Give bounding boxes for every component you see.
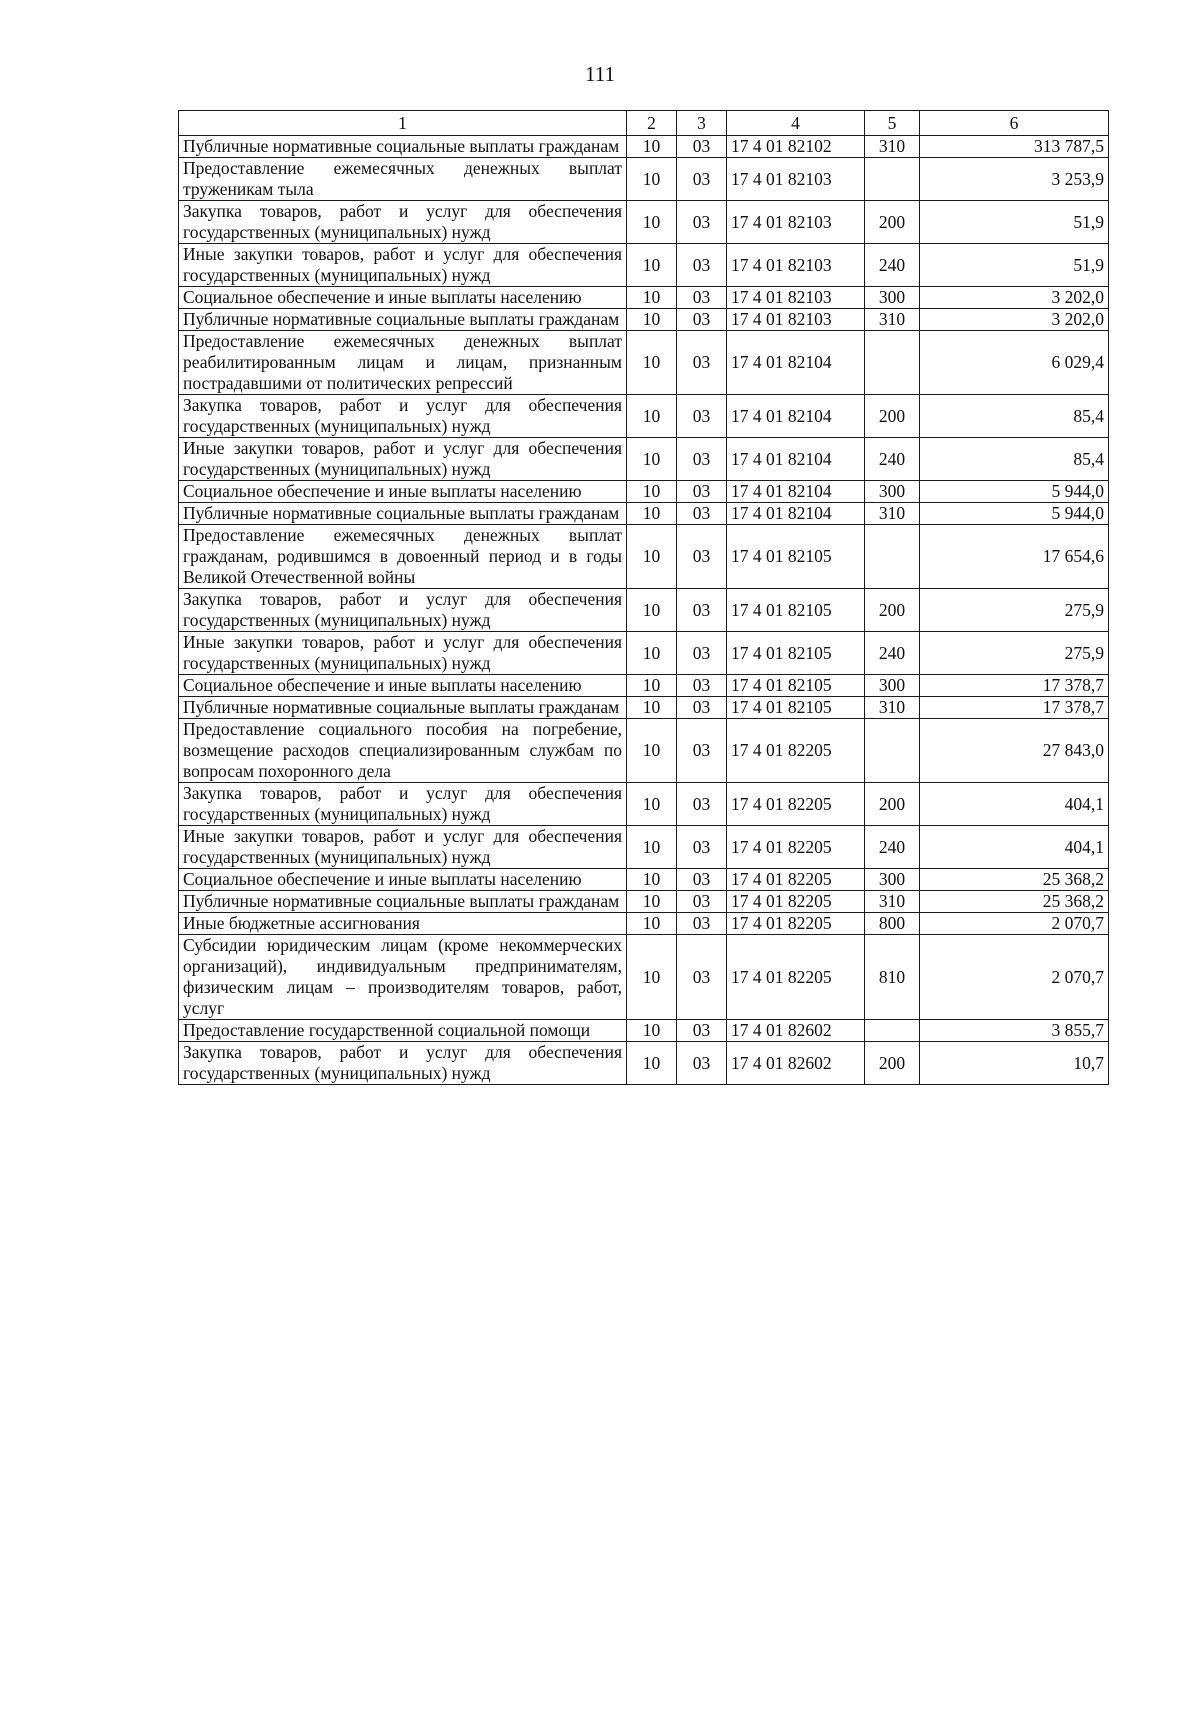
subsection-code-cell: 03: [677, 675, 727, 697]
target-article-cell: 17 4 01 82103: [727, 158, 865, 201]
expense-name-cell: Публичные нормативные социальные выплаты гражданам: [179, 309, 627, 331]
subsection-code-cell: 03: [677, 589, 727, 632]
amount-cell: 10,7: [920, 1042, 1109, 1085]
expense-type-cell: 200: [865, 201, 920, 244]
table-row: [179, 891, 1109, 913]
amount-cell: 404,1: [920, 783, 1109, 826]
expense-type-cell: 800: [865, 913, 920, 935]
subsection-code-cell: 03: [677, 1020, 727, 1042]
table-row: [179, 438, 1109, 481]
expense-name-cell: Публичные нормативные социальные выплаты гражданам: [179, 891, 627, 913]
amount-cell: 17 378,7: [920, 697, 1109, 719]
target-article-cell: 17 4 01 82205: [727, 719, 865, 783]
section-code-cell: 10: [627, 244, 677, 287]
table-row: [179, 525, 1109, 589]
expense-type-cell: 300: [865, 869, 920, 891]
column-header-1: 1: [179, 111, 627, 136]
table-row: [179, 331, 1109, 395]
table-row: [179, 783, 1109, 826]
target-article-cell: 17 4 01 82205: [727, 826, 865, 869]
amount-cell: 3 855,7: [920, 1020, 1109, 1042]
target-article-cell: 17 4 01 82103: [727, 244, 865, 287]
section-code-cell: 10: [627, 158, 677, 201]
expense-name-cell: Иные закупки товаров, работ и услуг для обеспечения государственных (муниципальных) нужд: [179, 244, 627, 287]
amount-cell: 2 070,7: [920, 913, 1109, 935]
expense-type-cell: 200: [865, 1042, 920, 1085]
subsection-code-cell: 03: [677, 783, 727, 826]
subsection-code-cell: 03: [677, 935, 727, 1020]
amount-cell: 404,1: [920, 826, 1109, 869]
expense-type-cell: 200: [865, 589, 920, 632]
target-article-cell: 17 4 01 82104: [727, 438, 865, 481]
subsection-code-cell: 03: [677, 719, 727, 783]
expense-type-cell: 240: [865, 826, 920, 869]
expense-type-cell: 240: [865, 438, 920, 481]
section-code-cell: 10: [627, 481, 677, 503]
expense-type-cell: [865, 525, 920, 589]
target-article-cell: 17 4 01 82205: [727, 783, 865, 826]
section-code-cell: 10: [627, 503, 677, 525]
expense-type-cell: 310: [865, 891, 920, 913]
target-article-cell: 17 4 01 82102: [727, 136, 865, 158]
amount-cell: 85,4: [920, 438, 1109, 481]
amount-cell: 25 368,2: [920, 869, 1109, 891]
target-article-cell: 17 4 01 82105: [727, 697, 865, 719]
subsection-code-cell: 03: [677, 481, 727, 503]
amount-cell: 5 944,0: [920, 503, 1109, 525]
expense-type-cell: 310: [865, 136, 920, 158]
section-code-cell: 10: [627, 935, 677, 1020]
subsection-code-cell: 03: [677, 136, 727, 158]
target-article-cell: 17 4 01 82104: [727, 481, 865, 503]
table-row: [179, 287, 1109, 309]
amount-cell: 85,4: [920, 395, 1109, 438]
subsection-code-cell: 03: [677, 525, 727, 589]
subsection-code-cell: 03: [677, 201, 727, 244]
expense-name-cell: Иные закупки товаров, работ и услуг для обеспечения государственных (муниципальных) нужд: [179, 826, 627, 869]
header-row: [179, 111, 1109, 136]
expense-name-cell: Закупка товаров, работ и услуг для обеспечения государственных (муниципальных) нужд: [179, 201, 627, 244]
subsection-code-cell: 03: [677, 395, 727, 438]
expense-name-cell: Публичные нормативные социальные выплаты гражданам: [179, 136, 627, 158]
subsection-code-cell: 03: [677, 438, 727, 481]
budget-table: [178, 110, 1109, 1085]
table-header: [179, 111, 1109, 136]
expense-type-cell: 240: [865, 244, 920, 287]
section-code-cell: 10: [627, 589, 677, 632]
amount-cell: 51,9: [920, 244, 1109, 287]
expense-name-cell: Закупка товаров, работ и услуг для обеспечения государственных (муниципальных) нужд: [179, 783, 627, 826]
table-row: [179, 503, 1109, 525]
table-row: [179, 136, 1109, 158]
expense-name-cell: Социальное обеспечение и иные выплаты населению: [179, 675, 627, 697]
target-article-cell: 17 4 01 82105: [727, 589, 865, 632]
target-article-cell: 17 4 01 82205: [727, 913, 865, 935]
target-article-cell: 17 4 01 82602: [727, 1042, 865, 1085]
expense-name-cell: Социальное обеспечение и иные выплаты населению: [179, 869, 627, 891]
expense-type-cell: 310: [865, 503, 920, 525]
section-code-cell: 10: [627, 675, 677, 697]
expense-type-cell: 240: [865, 632, 920, 675]
table-row: [179, 589, 1109, 632]
target-article-cell: 17 4 01 82105: [727, 632, 865, 675]
table-row: [179, 1042, 1109, 1085]
expense-name-cell: Иные закупки товаров, работ и услуг для обеспечения государственных (муниципальных) нужд: [179, 632, 627, 675]
target-article-cell: 17 4 01 82205: [727, 891, 865, 913]
section-code-cell: 10: [627, 632, 677, 675]
table-row: [179, 913, 1109, 935]
target-article-cell: 17 4 01 82103: [727, 309, 865, 331]
amount-cell: 2 070,7: [920, 935, 1109, 1020]
expense-name-cell: Иные закупки товаров, работ и услуг для обеспечения государственных (муниципальных) нужд: [179, 438, 627, 481]
target-article-cell: 17 4 01 82104: [727, 331, 865, 395]
expense-type-cell: 300: [865, 675, 920, 697]
amount-cell: 313 787,5: [920, 136, 1109, 158]
subsection-code-cell: 03: [677, 287, 727, 309]
table-row: [179, 675, 1109, 697]
subsection-code-cell: 03: [677, 1042, 727, 1085]
expense-type-cell: 310: [865, 309, 920, 331]
target-article-cell: 17 4 01 82104: [727, 503, 865, 525]
expense-name-cell: Закупка товаров, работ и услуг для обеспечения государственных (муниципальных) нужд: [179, 589, 627, 632]
page-number: 111: [585, 62, 615, 86]
expense-name-cell: Субсидии юридическим лицам (кроме некоммерческих организаций), индивидуальным предпринимателям, физическим лицам – производителям товаров, работ, услуг: [179, 935, 627, 1020]
expense-name-cell: Закупка товаров, работ и услуг для обеспечения государственных (муниципальных) нужд: [179, 1042, 627, 1085]
section-code-cell: 10: [627, 783, 677, 826]
expense-type-cell: [865, 158, 920, 201]
subsection-code-cell: 03: [677, 869, 727, 891]
target-article-cell: 17 4 01 82105: [727, 525, 865, 589]
target-article-cell: 17 4 01 82205: [727, 935, 865, 1020]
section-code-cell: 10: [627, 201, 677, 244]
expense-type-cell: [865, 719, 920, 783]
table-row: [179, 1020, 1109, 1042]
expense-type-cell: [865, 1020, 920, 1042]
expense-name-cell: Предоставление ежемесячных денежных выплат гражданам, родившимся в довоенный период и в годы Великой Отечественной войны: [179, 525, 627, 589]
expense-name-cell: Предоставление социального пособия на погребение, возмещение расходов специализированным службам по вопросам похоронного дела: [179, 719, 627, 783]
target-article-cell: 17 4 01 82104: [727, 395, 865, 438]
expense-type-cell: 200: [865, 395, 920, 438]
table-row: [179, 935, 1109, 1020]
table-row: [179, 869, 1109, 891]
amount-cell: 25 368,2: [920, 891, 1109, 913]
expense-type-cell: 300: [865, 481, 920, 503]
section-code-cell: 10: [627, 869, 677, 891]
subsection-code-cell: 03: [677, 826, 727, 869]
table-row: [179, 395, 1109, 438]
section-code-cell: 10: [627, 287, 677, 309]
subsection-code-cell: 03: [677, 891, 727, 913]
subsection-code-cell: 03: [677, 503, 727, 525]
subsection-code-cell: 03: [677, 632, 727, 675]
table-row: [179, 826, 1109, 869]
table-row: [179, 719, 1109, 783]
section-code-cell: 10: [627, 891, 677, 913]
table-body: [179, 136, 1109, 1085]
expense-type-cell: 310: [865, 697, 920, 719]
subsection-code-cell: 03: [677, 697, 727, 719]
expense-name-cell: Предоставление ежемесячных денежных выплат реабилитированным лицам и лицам, признанным пострадавшими от политических репрессий: [179, 331, 627, 395]
amount-cell: 5 944,0: [920, 481, 1109, 503]
amount-cell: 275,9: [920, 632, 1109, 675]
subsection-code-cell: 03: [677, 331, 727, 395]
section-code-cell: 10: [627, 719, 677, 783]
section-code-cell: 10: [627, 438, 677, 481]
expense-type-cell: 200: [865, 783, 920, 826]
column-header-4: 4: [727, 111, 865, 136]
expense-name-cell: Публичные нормативные социальные выплаты гражданам: [179, 697, 627, 719]
target-article-cell: 17 4 01 82602: [727, 1020, 865, 1042]
expense-name-cell: Публичные нормативные социальные выплаты гражданам: [179, 503, 627, 525]
section-code-cell: 10: [627, 395, 677, 438]
amount-cell: 3 202,0: [920, 309, 1109, 331]
expense-name-cell: Предоставление ежемесячных денежных выплат труженикам тыла: [179, 158, 627, 201]
amount-cell: 3 253,9: [920, 158, 1109, 201]
table-row: [179, 697, 1109, 719]
subsection-code-cell: 03: [677, 913, 727, 935]
table-row: [179, 632, 1109, 675]
section-code-cell: 10: [627, 525, 677, 589]
column-header-3: 3: [677, 111, 727, 136]
amount-cell: 17 378,7: [920, 675, 1109, 697]
expense-name-cell: Иные бюджетные ассигнования: [179, 913, 627, 935]
amount-cell: 51,9: [920, 201, 1109, 244]
table-row: [179, 309, 1109, 331]
target-article-cell: 17 4 01 82103: [727, 201, 865, 244]
amount-cell: 6 029,4: [920, 331, 1109, 395]
expense-name-cell: Социальное обеспечение и иные выплаты населению: [179, 481, 627, 503]
subsection-code-cell: 03: [677, 309, 727, 331]
expense-type-cell: [865, 331, 920, 395]
section-code-cell: 10: [627, 826, 677, 869]
section-code-cell: 10: [627, 136, 677, 158]
section-code-cell: 10: [627, 309, 677, 331]
amount-cell: 17 654,6: [920, 525, 1109, 589]
table-row: [179, 481, 1109, 503]
expense-name-cell: Предоставление государственной социальной помощи: [179, 1020, 627, 1042]
amount-cell: 27 843,0: [920, 719, 1109, 783]
target-article-cell: 17 4 01 82103: [727, 287, 865, 309]
expense-type-cell: 810: [865, 935, 920, 1020]
target-article-cell: 17 4 01 82205: [727, 869, 865, 891]
section-code-cell: 10: [627, 697, 677, 719]
expense-name-cell: Закупка товаров, работ и услуг для обеспечения государственных (муниципальных) нужд: [179, 395, 627, 438]
table-row: [179, 201, 1109, 244]
section-code-cell: 10: [627, 1020, 677, 1042]
table-row: [179, 158, 1109, 201]
table-row: [179, 244, 1109, 287]
section-code-cell: 10: [627, 1042, 677, 1085]
section-code-cell: 10: [627, 913, 677, 935]
amount-cell: 3 202,0: [920, 287, 1109, 309]
amount-cell: 275,9: [920, 589, 1109, 632]
expense-type-cell: 300: [865, 287, 920, 309]
section-code-cell: 10: [627, 331, 677, 395]
target-article-cell: 17 4 01 82105: [727, 675, 865, 697]
column-header-2: 2: [627, 111, 677, 136]
subsection-code-cell: 03: [677, 244, 727, 287]
column-header-6: 6: [920, 111, 1109, 136]
subsection-code-cell: 03: [677, 158, 727, 201]
expense-name-cell: Социальное обеспечение и иные выплаты населению: [179, 287, 627, 309]
column-header-5: 5: [865, 111, 920, 136]
